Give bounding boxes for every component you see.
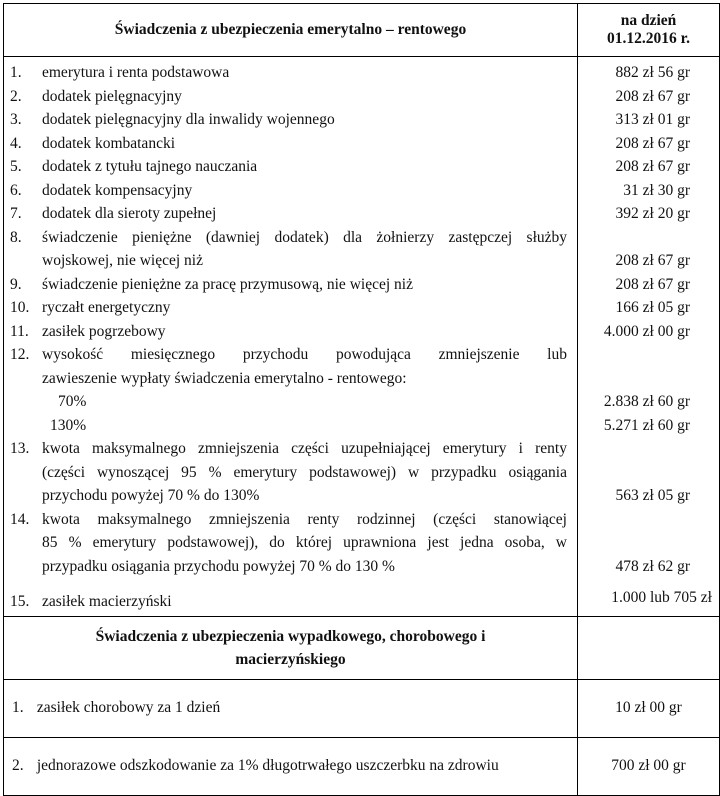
section1-header-row <box>4 4 720 57</box>
section2-header-row <box>4 616 720 679</box>
item-text: zasiłek pogrzebowy <box>42 322 166 340</box>
item-text: dodatek z tytułu tajnego nauczania <box>42 158 258 175</box>
item-value: 10 zł 00 gr <box>578 679 720 737</box>
item-number: 9. <box>10 275 22 293</box>
item-number: 5. <box>10 158 22 175</box>
item-text: świadczenie pieniężne (dawniej dodatek) dla żołnierzy zastępczej służby <box>42 228 567 246</box>
item-number: 2. <box>12 757 24 774</box>
item-text: dodatek kombatancki <box>42 134 175 152</box>
section1-title: Świadczenia z ubezpieczenia emerytalno – rentowego <box>4 4 578 57</box>
item-text: dodatek pielęgnacyjny <box>42 87 182 105</box>
list-item-continuation <box>4 461 577 485</box>
list-item <box>4 202 577 226</box>
item-text: 130% <box>50 416 87 434</box>
item-number: 1. <box>12 699 24 716</box>
section2-item <box>4 737 578 795</box>
item-text: dodatek pielęgnacyjny dla inwalidy wojennego <box>42 111 335 128</box>
item-number: 14. <box>10 510 30 528</box>
section2-title <box>4 616 578 679</box>
item-value: 478 zł 62 gr <box>615 557 690 575</box>
item-number: 12. <box>10 346 30 363</box>
section2-header-empty <box>578 616 720 679</box>
item-number: 13. <box>10 440 30 457</box>
item-text: jednorazowe odszkodowanie za 1% długotrwałego uszczerbku na zdrowiu <box>36 757 499 774</box>
item-number: 6. <box>10 181 22 199</box>
item-value: 31 zł 30 gr <box>623 181 690 199</box>
list-item <box>4 590 577 614</box>
item-number: 2. <box>10 87 22 105</box>
item-value: 1.000 lub 705 zł <box>611 589 712 606</box>
item-value: 208 zł 67 gr <box>615 252 690 269</box>
list-item-continuation <box>4 555 577 579</box>
item-text: (części wynoszącej 95 % emerytury podstawowej) w przypadku osiągania <box>42 463 567 481</box>
list-item <box>4 85 577 109</box>
item-text: zasiłek macierzyński <box>42 593 172 610</box>
item-value: 166 zł 05 gr <box>615 299 690 316</box>
list-item <box>4 296 577 320</box>
list-item <box>4 155 577 179</box>
item-value: 313 zł 01 gr <box>615 111 690 128</box>
item-text: emerytura i renta podstawowa <box>42 64 230 81</box>
list-item-continuation <box>4 249 577 273</box>
item-value: 208 zł 67 gr <box>615 134 690 152</box>
list-item <box>4 508 577 532</box>
benefits-table <box>3 3 720 796</box>
section2-item <box>4 679 578 737</box>
item-number: 8. <box>10 228 22 246</box>
item-text: zawieszenie wypłaty świadczenia emerytalno - rentowego: <box>42 369 407 387</box>
list-item <box>4 437 577 461</box>
list-subitem <box>4 390 577 414</box>
item-number: 15. <box>10 593 30 610</box>
list-item <box>4 343 577 367</box>
item-number: 7. <box>10 205 22 222</box>
item-value: 5.271 zł 60 gr <box>603 416 690 434</box>
item-text: przypadku osiągania przychodu powyżej 70 % do 130 % <box>42 557 395 575</box>
item-value: 563 zł 05 gr <box>615 487 690 504</box>
item-number: 11. <box>10 322 29 340</box>
list-item <box>4 108 577 132</box>
date-header <box>578 4 720 57</box>
list-item <box>4 61 577 85</box>
list-item <box>4 273 577 297</box>
item-text: wysokość miesięcznego przychodu powodująca zmniejszenie lub <box>42 346 567 363</box>
item-text: przychodu powyżej 70 % do 130% <box>42 487 260 504</box>
section1-body-row <box>4 57 720 617</box>
table-row <box>4 737 720 795</box>
item-number: 10. <box>10 299 30 316</box>
section1-values <box>578 57 720 617</box>
list-subitem <box>4 414 577 438</box>
list-item-continuation <box>4 531 577 555</box>
item-number: 3. <box>10 111 22 128</box>
item-text: 70% <box>58 393 87 410</box>
item-value: 882 zł 56 gr <box>615 64 690 81</box>
item-text: kwota maksymalnego zmniejszenia renty rodzinnej (części stanowiącej <box>42 510 567 528</box>
item-text: ryczałt energetyczny <box>42 299 171 316</box>
item-value: 392 zł 20 gr <box>615 205 690 222</box>
list-item <box>4 132 577 156</box>
item-value: 700 zł 00 gr <box>578 737 720 795</box>
section2-title-line2: macierzyńskiego <box>235 650 346 668</box>
item-text: dodatek dla sieroty zupełnej <box>42 205 217 222</box>
item-text: 85 % emerytury podstawowej), do której uprawniona jest jedna osoba, w <box>42 534 567 551</box>
item-number: 4. <box>10 134 22 152</box>
date-header-line2: 01.12.2016 r. <box>607 30 690 47</box>
list-item <box>4 320 577 344</box>
table-row <box>4 679 720 737</box>
item-text: zasiłek chorobowy za 1 dzień <box>36 699 221 716</box>
item-text: kwota maksymalnego zmniejszenia części uzupełniającej emerytury i renty <box>42 440 567 457</box>
list-item-continuation <box>4 367 577 391</box>
section2-title-line1: Świadczenia z ubezpieczenia wypadkowego, chorobowego i <box>95 627 486 645</box>
list-item <box>4 226 577 250</box>
item-text: wojskowej, nie więcej niż <box>42 252 203 269</box>
item-text: dodatek kompensacyjny <box>42 181 193 199</box>
item-value: 208 zł 67 gr <box>615 275 690 293</box>
item-value: 2.838 zł 60 gr <box>603 393 690 410</box>
item-value: 208 zł 67 gr <box>615 158 690 175</box>
item-number: 1. <box>10 64 22 81</box>
list-item-continuation <box>4 484 577 508</box>
section1-descriptions <box>4 57 578 617</box>
item-value: 208 zł 67 gr <box>615 87 690 105</box>
item-value: 4.000 zł 00 gr <box>603 322 690 340</box>
list-item <box>4 179 577 203</box>
date-header-line1: na dzień <box>620 12 677 29</box>
item-text: świadczenie pieniężne za pracę przymusową, nie więcej niż <box>42 275 413 293</box>
